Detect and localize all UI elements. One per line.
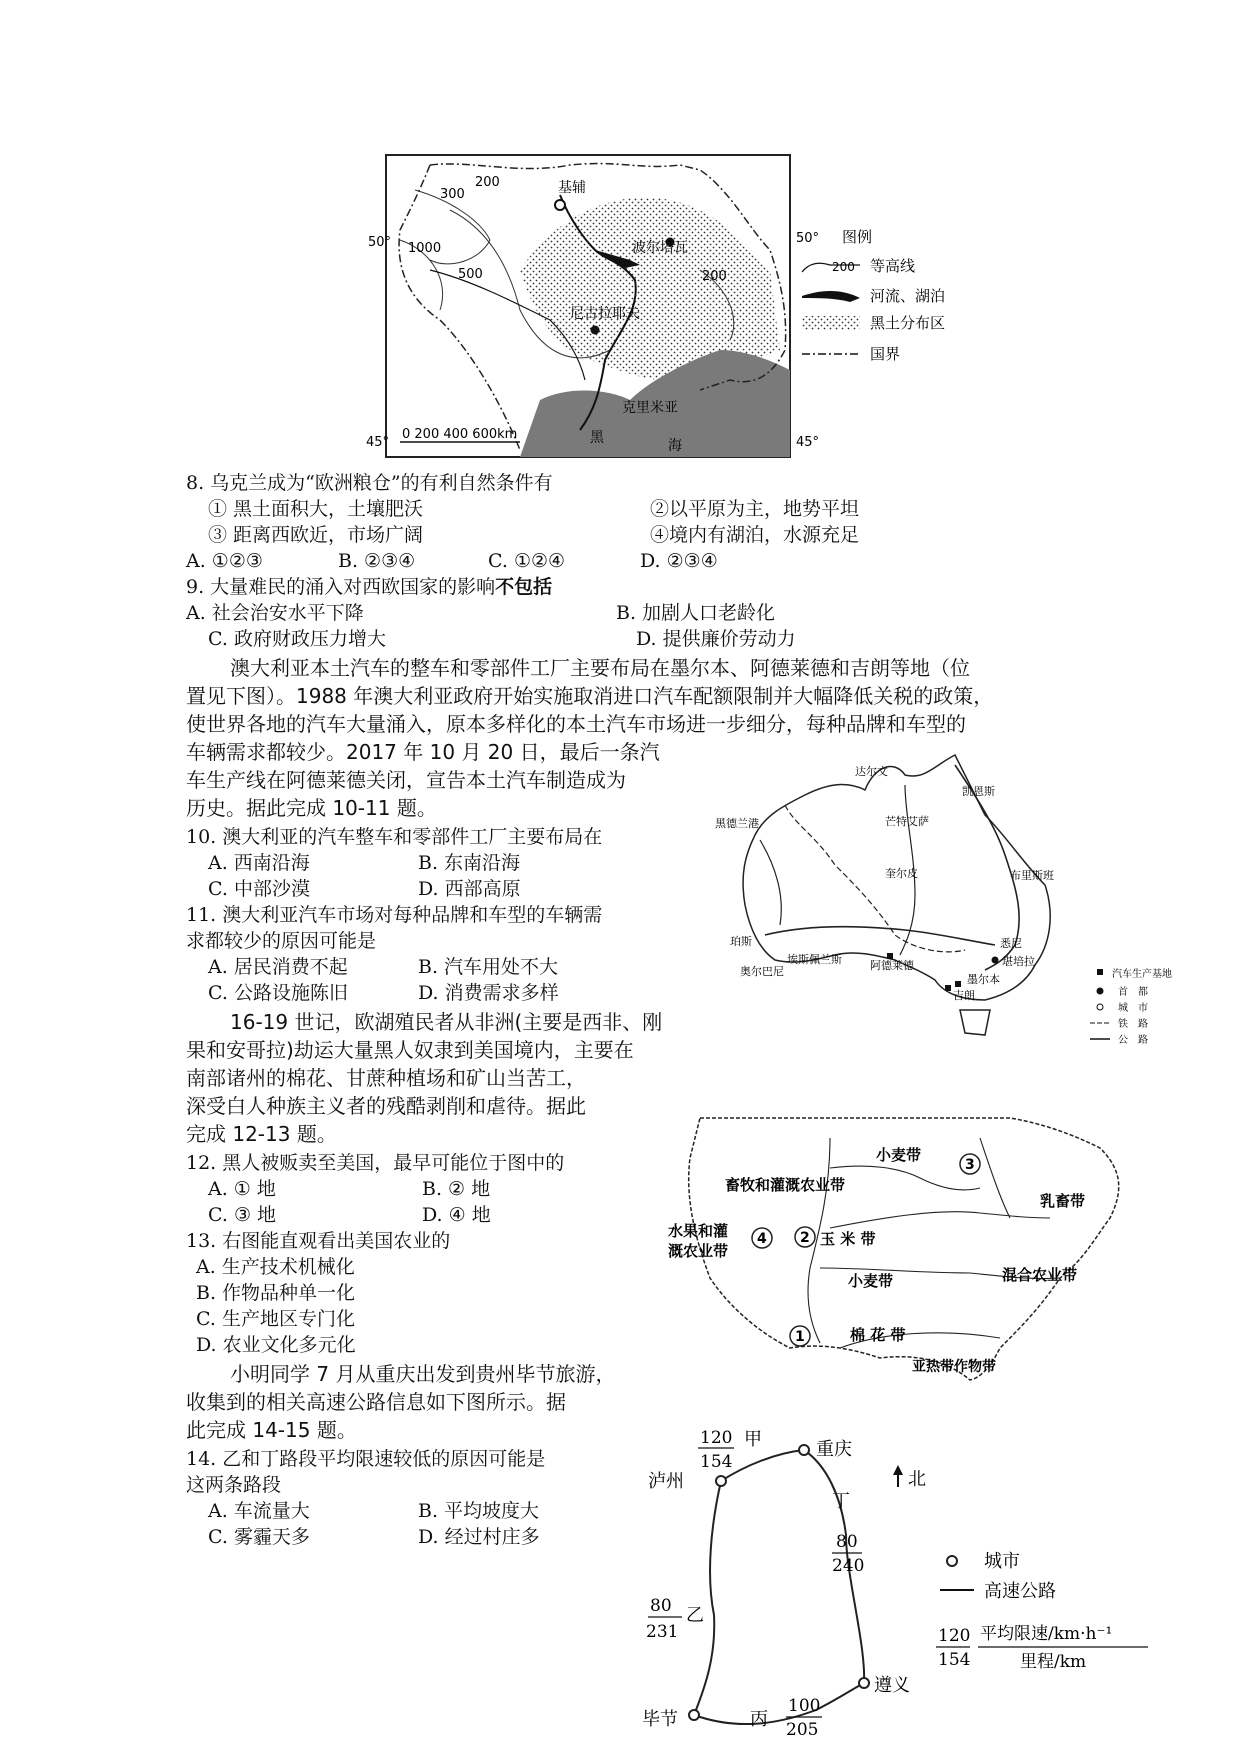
label-bijie: 毕节: [642, 1709, 678, 1730]
marker-2-label: 2: [800, 1230, 810, 1246]
question-13-stem: 13. 右图能直观看出美国农业的: [186, 1230, 451, 1252]
q14-option-a[interactable]: A. 车流量大: [208, 1500, 310, 1522]
legend-city-icon: [947, 1556, 957, 1566]
capital-canberra: [992, 957, 999, 964]
marker-4-label: 4: [757, 1231, 767, 1247]
cq-passage-line-2: 收集到的相关高速公路信息如下图所示。据: [186, 1390, 566, 1414]
q10-option-c[interactable]: C. 中部沙漠: [208, 878, 310, 900]
segment-bing-label: 丙: [750, 1709, 768, 1730]
legend-rail-label: 铁 路: [1118, 1019, 1148, 1030]
q9-option-c[interactable]: C. 政府财政压力增大: [208, 628, 386, 650]
city-perth: 珀斯: [730, 935, 752, 948]
cq-passage-line-3: 此完成 14-15 题。: [186, 1418, 357, 1442]
region-dairy: 乳畜带: [1040, 1192, 1086, 1210]
mykolaiv-marker: [591, 326, 600, 335]
legend-river-icon: [802, 291, 860, 302]
q11-option-a[interactable]: A. 居民消费不起: [208, 956, 348, 978]
q8-statement-1: ① 黑土面积大，土壤肥沃: [208, 498, 424, 520]
q10-option-d[interactable]: D. 西部高原: [418, 878, 521, 900]
crimea-label: 克里米亚: [622, 400, 678, 416]
q8-option-b[interactable]: B. ②③④: [338, 550, 416, 572]
label-zunyi: 遵义: [874, 1675, 910, 1696]
au-passage-line-5: 车生产线在阿德莱德关闭，宣告本土汽车制造成为: [186, 768, 626, 792]
q11-option-c[interactable]: C. 公路设施陈旧: [208, 982, 348, 1004]
contour-label: 200: [702, 269, 727, 284]
question-14-stem-line-2: 这两条路段: [186, 1474, 282, 1496]
au-passage-line-3: 使世界各地的汽车大量涌入，原本多样化的本土汽车市场进一步细分，每种品牌和车型的: [186, 712, 966, 736]
legend-title: 图例: [842, 228, 873, 246]
scale-bar-label: 0 200 400 600km: [402, 427, 518, 442]
yi-km: 231: [646, 1622, 679, 1642]
city-luzhou: [716, 1476, 726, 1486]
legend-capital-icon: [1097, 988, 1104, 995]
legend-contour-value: 200: [832, 260, 855, 274]
question-11-stem-line-1: 11. 澳大利亚汽车市场对每种品牌和车型的车辆需: [186, 904, 603, 926]
question-11-stem-line-2: 求都较少的原因可能是: [186, 930, 377, 952]
q12-option-a[interactable]: A. ① 地: [208, 1178, 276, 1200]
legend-city-icon: [1097, 1004, 1103, 1010]
city-label-kyiv: 基辅: [558, 180, 586, 196]
q8-statement-2: ②以平原为主，地势平坦: [650, 498, 860, 520]
q9-stem-emphasis: 不包括: [495, 576, 553, 598]
region-wheat-south: 小麦带: [848, 1272, 894, 1290]
segment-yi-label: 乙: [686, 1605, 704, 1626]
ding-km: 240: [832, 1556, 865, 1576]
q8-option-d[interactable]: D. ②③④: [640, 550, 718, 572]
q13-option-b[interactable]: B. 作物品种单一化: [196, 1282, 356, 1304]
region-wheat-north: 小麦带: [876, 1146, 922, 1164]
us-passage-line-3: 南部诸州的棉花、甘蔗种植场和矿山当苦工，: [186, 1066, 586, 1090]
contour-label: 200: [475, 175, 500, 190]
legend-city-label: 城市: [984, 1551, 1020, 1572]
question-14-stem-line-1: 14. 乙和丁路段平均限速较低的原因可能是: [186, 1448, 546, 1470]
city-brisbane: 布里斯班: [1010, 869, 1054, 882]
q13-option-c[interactable]: C. 生产地区专门化: [196, 1308, 355, 1330]
cq-passage-line-1: 小明同学 7 月从重庆出发到贵州毕节旅游，: [230, 1362, 616, 1386]
q9-stem-text: 9. 大量难民的涌入对西欧国家的影响: [186, 576, 496, 598]
base-melbourne: [955, 981, 961, 987]
region-corn: 玉 米 带: [820, 1230, 876, 1248]
city-cairns: 凯恩斯: [962, 785, 995, 798]
base-geelong: [945, 985, 951, 991]
us-passage-line-5: 完成 12-13 题。: [186, 1122, 337, 1146]
lat-50-right: 50°: [796, 231, 820, 246]
lat-50-left: 50°: [368, 235, 392, 250]
us-passage-line-4: 深受白人种族主义者的残酷剥削和虐待。据此: [186, 1094, 586, 1118]
sea-label: 黑: [590, 430, 604, 446]
q8-statement-3: ③ 距离西欧近，市场广阔: [208, 524, 424, 546]
city-adelaide: 阿德莱德: [870, 959, 914, 972]
au-passage-line-2: 置见下图）。1988 年澳大利亚政府开始实施取消进口汽车配额限制并大幅降低关税的政策，: [186, 684, 994, 708]
q11-option-b[interactable]: B. 汽车用处不大: [418, 956, 559, 978]
legend-km-num: 154: [938, 1650, 971, 1670]
question-8-stem: 8. 乌克兰成为“欧洲粮仓”的有利自然条件有: [186, 472, 553, 494]
region-fruit-line-1: 水果和灌: [668, 1222, 729, 1240]
city-label-mykolaiv: 尼古拉耶夫: [570, 306, 640, 322]
yi-speed: 80: [650, 1596, 672, 1616]
contour-label: 300: [440, 187, 465, 202]
tasmania-outline: [960, 1010, 990, 1035]
lat-45-left: 45°: [366, 435, 390, 450]
q9-option-d[interactable]: D. 提供廉价劳动力: [636, 628, 796, 650]
city-alice: 奎尔皮: [885, 867, 918, 880]
city-port-hedland: 黑德兰港: [715, 817, 759, 830]
jia-km: 154: [700, 1452, 733, 1472]
us-agriculture-map: [668, 1108, 1130, 1390]
city-label-poltava: 波尔塔瓦: [632, 240, 688, 256]
us-passage-line-1: 16-19 世记，欧湖殖民者从非洲(主要是西非、刚: [230, 1010, 663, 1034]
q8-option-a[interactable]: A. ①②③: [186, 550, 263, 572]
jia-speed: 120: [700, 1428, 733, 1448]
city-darwin: 达尔文: [855, 765, 888, 778]
city-geelong: 吉朗: [953, 989, 975, 1002]
legend-border-label: 国界: [870, 345, 901, 363]
q10-option-b[interactable]: B. 东南沿海: [418, 852, 521, 874]
question-12-stem: 12. 黑人被贩卖至美国，最早可能位于图中的: [186, 1152, 565, 1174]
us-passage-line-2: 果和安哥拉)劫运大量黑人奴隶到美国境内，主要在: [186, 1038, 634, 1062]
city-chongqing: [799, 1445, 809, 1455]
highway-route-map: [636, 1425, 1156, 1740]
q12-option-b[interactable]: B. ② 地: [422, 1178, 491, 1200]
australia-map: [705, 755, 1205, 1055]
legend-blacksoil-icon: [802, 316, 860, 330]
legend-highway-label: 高速公路: [984, 1581, 1056, 1602]
city-zunyi: [859, 1678, 869, 1688]
legend-capital-label: 首 都: [1118, 987, 1148, 998]
q10-option-a[interactable]: A. 西南沿海: [208, 852, 310, 874]
q12-option-c[interactable]: C. ③ 地: [208, 1204, 277, 1226]
legend-city-label: 城 市: [1118, 1003, 1148, 1014]
contour-label: 1000: [408, 241, 442, 256]
lat-45-right: 45°: [796, 435, 820, 450]
region-ranching: 畜牧和灌溉农业带: [725, 1176, 846, 1194]
segment-jia-label: 甲: [744, 1429, 762, 1450]
kyiv-marker: [555, 200, 565, 210]
region-fruit-line-2: 溉农业带: [668, 1242, 729, 1260]
q14-option-d[interactable]: D. 经过村庄多: [418, 1526, 540, 1548]
ukraine-map: [366, 150, 1090, 470]
q13-option-d[interactable]: D. 农业文化多元化: [196, 1334, 356, 1356]
question-10-stem: 10. 澳大利亚的汽车整车和零部件工厂主要布局在: [186, 826, 603, 848]
legend-contour-label: 等高线: [870, 257, 916, 275]
marker-1-label: 1: [795, 1329, 805, 1345]
city-bijie: [689, 1710, 699, 1720]
q14-option-b[interactable]: B. 平均坡度大: [418, 1500, 540, 1522]
bing-km: 205: [786, 1720, 819, 1740]
au-passage-line-6: 历史。据此完成 10-11 题。: [186, 796, 437, 820]
legend-speed-num: 120: [938, 1626, 971, 1646]
legend-speed-label: 平均限速/km·h⁻¹: [980, 1624, 1113, 1644]
q14-option-c[interactable]: C. 雾霾天多: [208, 1526, 310, 1548]
segment-ding-label: 丁: [832, 1491, 850, 1512]
city-albany: 奥尔巴尼: [740, 965, 784, 978]
legend-base-label: 汽车生产基地: [1112, 969, 1172, 980]
region-mixed: 混合农业带: [1002, 1266, 1078, 1284]
q11-option-d[interactable]: D. 消费需求多样: [418, 982, 559, 1004]
legend-road-label: 公 路: [1118, 1035, 1148, 1046]
region-cotton: 棉 花 带: [850, 1326, 906, 1344]
au-passage-line-1: 澳大利亚本土汽车的整车和零部件工厂主要布局在墨尔本、阿德莱德和吉朗等地（位: [230, 656, 970, 680]
region-subtropical: 亚热带作物带: [912, 1359, 996, 1375]
contour-label: 500: [458, 267, 483, 282]
legend-blacksoil-label: 黑土分布区: [870, 314, 946, 332]
legend-base-icon: [1097, 969, 1103, 975]
sea-label: 海: [668, 438, 682, 454]
ding-speed: 80: [836, 1532, 858, 1552]
question-9-stem: [186, 574, 552, 600]
q8-option-c[interactable]: C. ①②④: [488, 550, 566, 572]
q9-option-a[interactable]: A. 社会治安水平下降: [186, 602, 364, 624]
label-chongqing: 重庆: [816, 1439, 852, 1460]
city-mount-isa: 芒特艾萨: [885, 815, 929, 828]
marker-3-label: 3: [965, 1157, 975, 1173]
city-sydney: 悉尼: [1000, 937, 1022, 950]
au-passage-line-4: 车辆需求都较少。2017 年 10 月 20 日，最后一条汽: [186, 740, 660, 764]
bing-speed: 100: [788, 1696, 821, 1716]
q9-option-b[interactable]: B. 加剧人口老龄化: [616, 602, 776, 624]
legend-river-label: 河流、湖泊: [870, 287, 946, 305]
city-melbourne: 墨尔本: [967, 973, 1000, 986]
legend-km-label: 里程/km: [1020, 1652, 1087, 1672]
q12-option-d[interactable]: D. ④ 地: [422, 1204, 491, 1226]
city-canberra: 堪培拉: [1002, 955, 1035, 968]
label-luzhou: 泸州: [648, 1471, 684, 1492]
q13-option-a[interactable]: A. 生产技术机械化: [196, 1256, 355, 1278]
q8-statement-4: ④境内有湖泊，水源充足: [650, 524, 860, 546]
city-esperance: 埃斯佩兰斯: [787, 953, 842, 966]
north-label: 北: [908, 1469, 926, 1490]
